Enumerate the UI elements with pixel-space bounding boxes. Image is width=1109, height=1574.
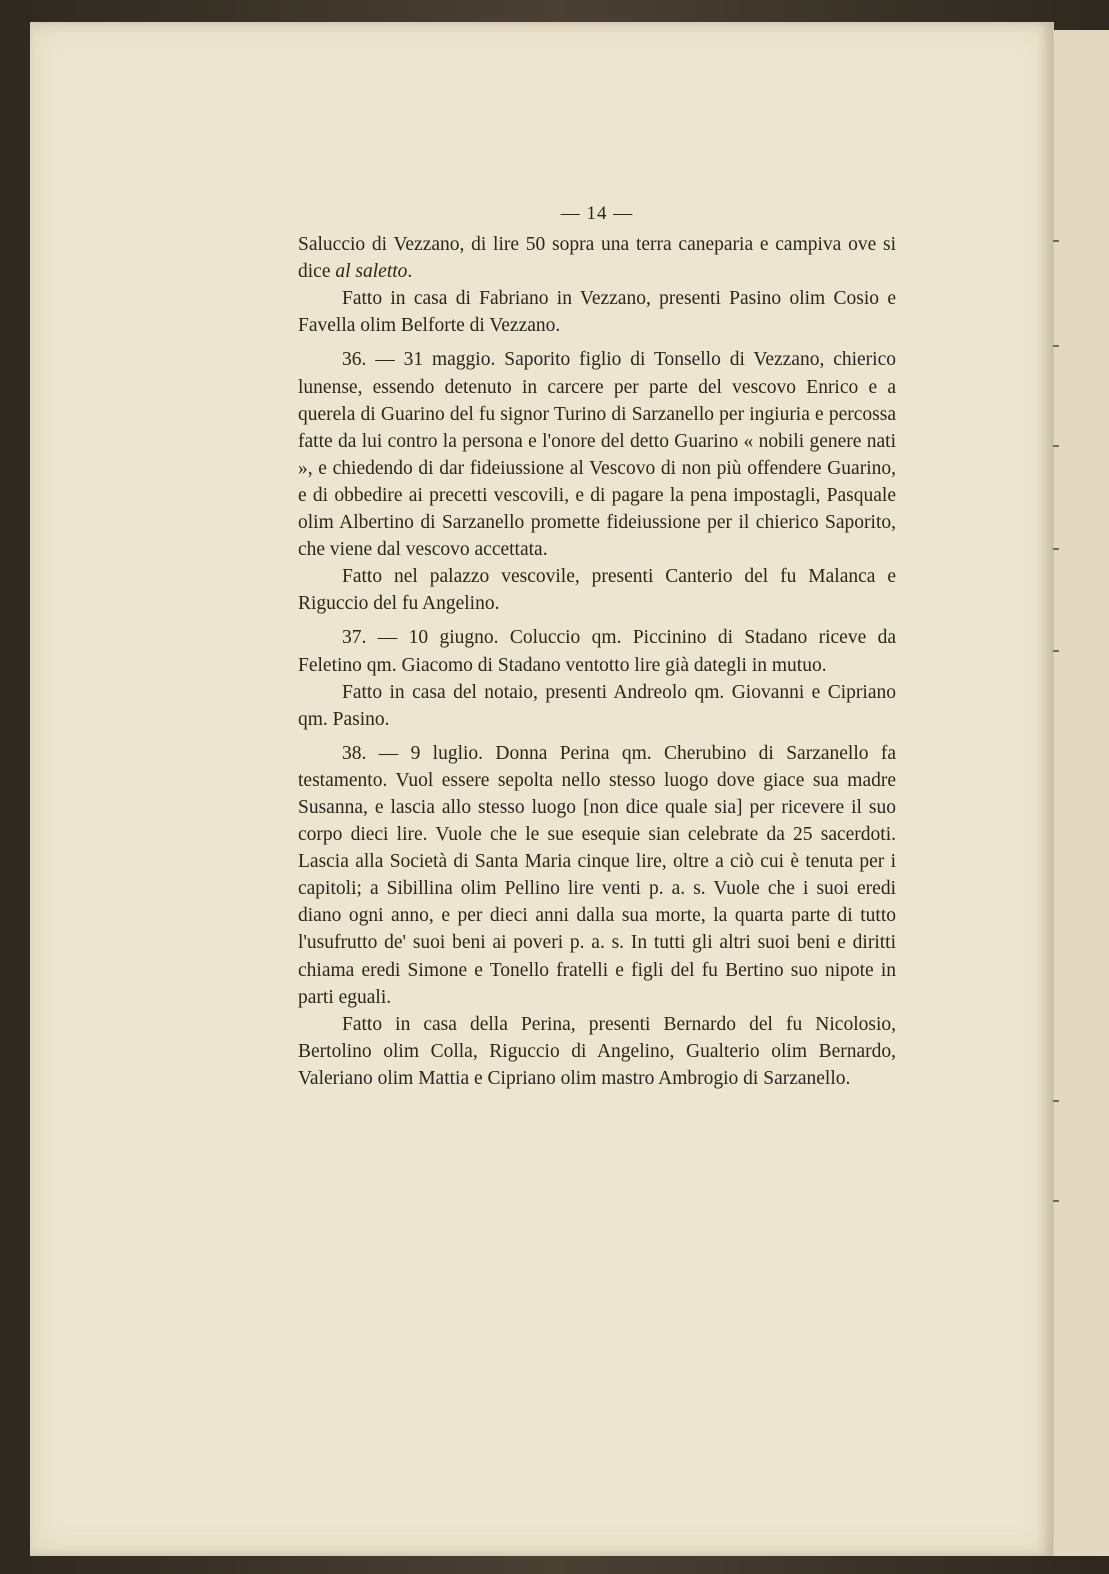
place-name-italic: al saletto bbox=[335, 261, 408, 283]
entry-number: 36. bbox=[342, 349, 367, 371]
entry-36 bbox=[298, 346, 896, 563]
edge-mark bbox=[1053, 1100, 1059, 1102]
edge-mark bbox=[1053, 445, 1059, 447]
paragraph-fatto: Fatto in casa di Fabriano in Vezzano, presenti Pasino olim Cosio e Favella olim Belforte di Vezzano. bbox=[298, 288, 896, 337]
page-number: — 14 — bbox=[560, 203, 634, 224]
edge-mark bbox=[1053, 1200, 1059, 1202]
paragraph-fatto: Fatto in casa della Perina, presenti Bernardo del fu Nicolosio, Bertolino olim Colla, Riguccio di Angelino, Gualterio olim Bernardo, Valeriano olim Mattia e Cipriano olim mastro Ambrogio di Sarzanello. bbox=[298, 1013, 896, 1089]
edge-mark bbox=[1053, 345, 1059, 347]
facing-page-edge bbox=[1052, 30, 1109, 1556]
edge-mark bbox=[1053, 650, 1059, 652]
paragraph-tail: . bbox=[407, 261, 413, 283]
entry-text: — 31 maggio. Saporito figlio di Tonsello di Vezzano, chierico lunense, essendo detenuto in carcere per parte del vescovo Enrico e a querela di Guarino del fu signor Turino di Sarzanello per ingiuria e percossa fatte da lui contro la persona e l'onore del detto Guarino « nobili genere nati », e chiedendo di dar fideiussione al Vescovo di non più offendere Guarino, e di obbedire ai precetti vescovili, e di pagare la pena impostagli, Pasquale olim Albertino di Sarzanello promette fideiussione per il chierico Saporito, che viene dal vescovo accettata. bbox=[298, 349, 896, 561]
page-text bbox=[298, 200, 896, 1092]
entry-37 bbox=[298, 624, 896, 678]
entry-number: 37. bbox=[342, 627, 367, 649]
edge-mark bbox=[1053, 548, 1059, 550]
entry-text: — 10 giugno. Coluccio qm. Piccinino di Stadano riceve da Feletino qm. Giacomo di Stadano ventotto lire già dategli in mutuo. bbox=[298, 627, 896, 676]
paragraph-fatto: Fatto nel palazzo vescovile, presenti Canterio del fu Malanca e Riguccio del fu Angelino. bbox=[298, 566, 896, 615]
paragraph-fatto: Fatto in casa del notaio, presenti Andreolo qm. Giovanni e Cipriano qm. Pasino. bbox=[298, 681, 896, 730]
entry-number: 38. bbox=[342, 742, 367, 764]
edge-mark bbox=[1053, 240, 1059, 242]
entry-38 bbox=[298, 740, 896, 1011]
entry-text: — 9 luglio. Donna Perina qm. Cherubino di Sarzanello fa testamento. Vuol essere sepolta nello stesso luogo dove giace sua madre Susanna, e lascia allo stesso luogo [non dice quale sia] per ricevere il suo corpo dieci lire. Vuole che le sue esequie sian celebrate da 25 sacerdoti. Lascia alla Società di Santa Maria cinque lire, oltre a ciò cui è tenuta per i capitoli; a Sibillina olim Pellino lire venti p. a. s. Vuole che i suoi eredi diano ogni anno, e per dieci anni dalla sua morte, la quarta parte di tutto l'usufrutto de' suoi beni ai poveri p. a. s. In tutti gli altri suoi beni e diritti chiama eredi Simone e Tonello fratelli e figli del fu Bertino suo nipote in parti eguali. bbox=[298, 742, 896, 1008]
paragraph-text: Saluccio di Vezzano, di lire 50 sopra una terra caneparia e campiva ove si dice bbox=[298, 234, 896, 283]
paragraph-continuation bbox=[298, 231, 896, 285]
